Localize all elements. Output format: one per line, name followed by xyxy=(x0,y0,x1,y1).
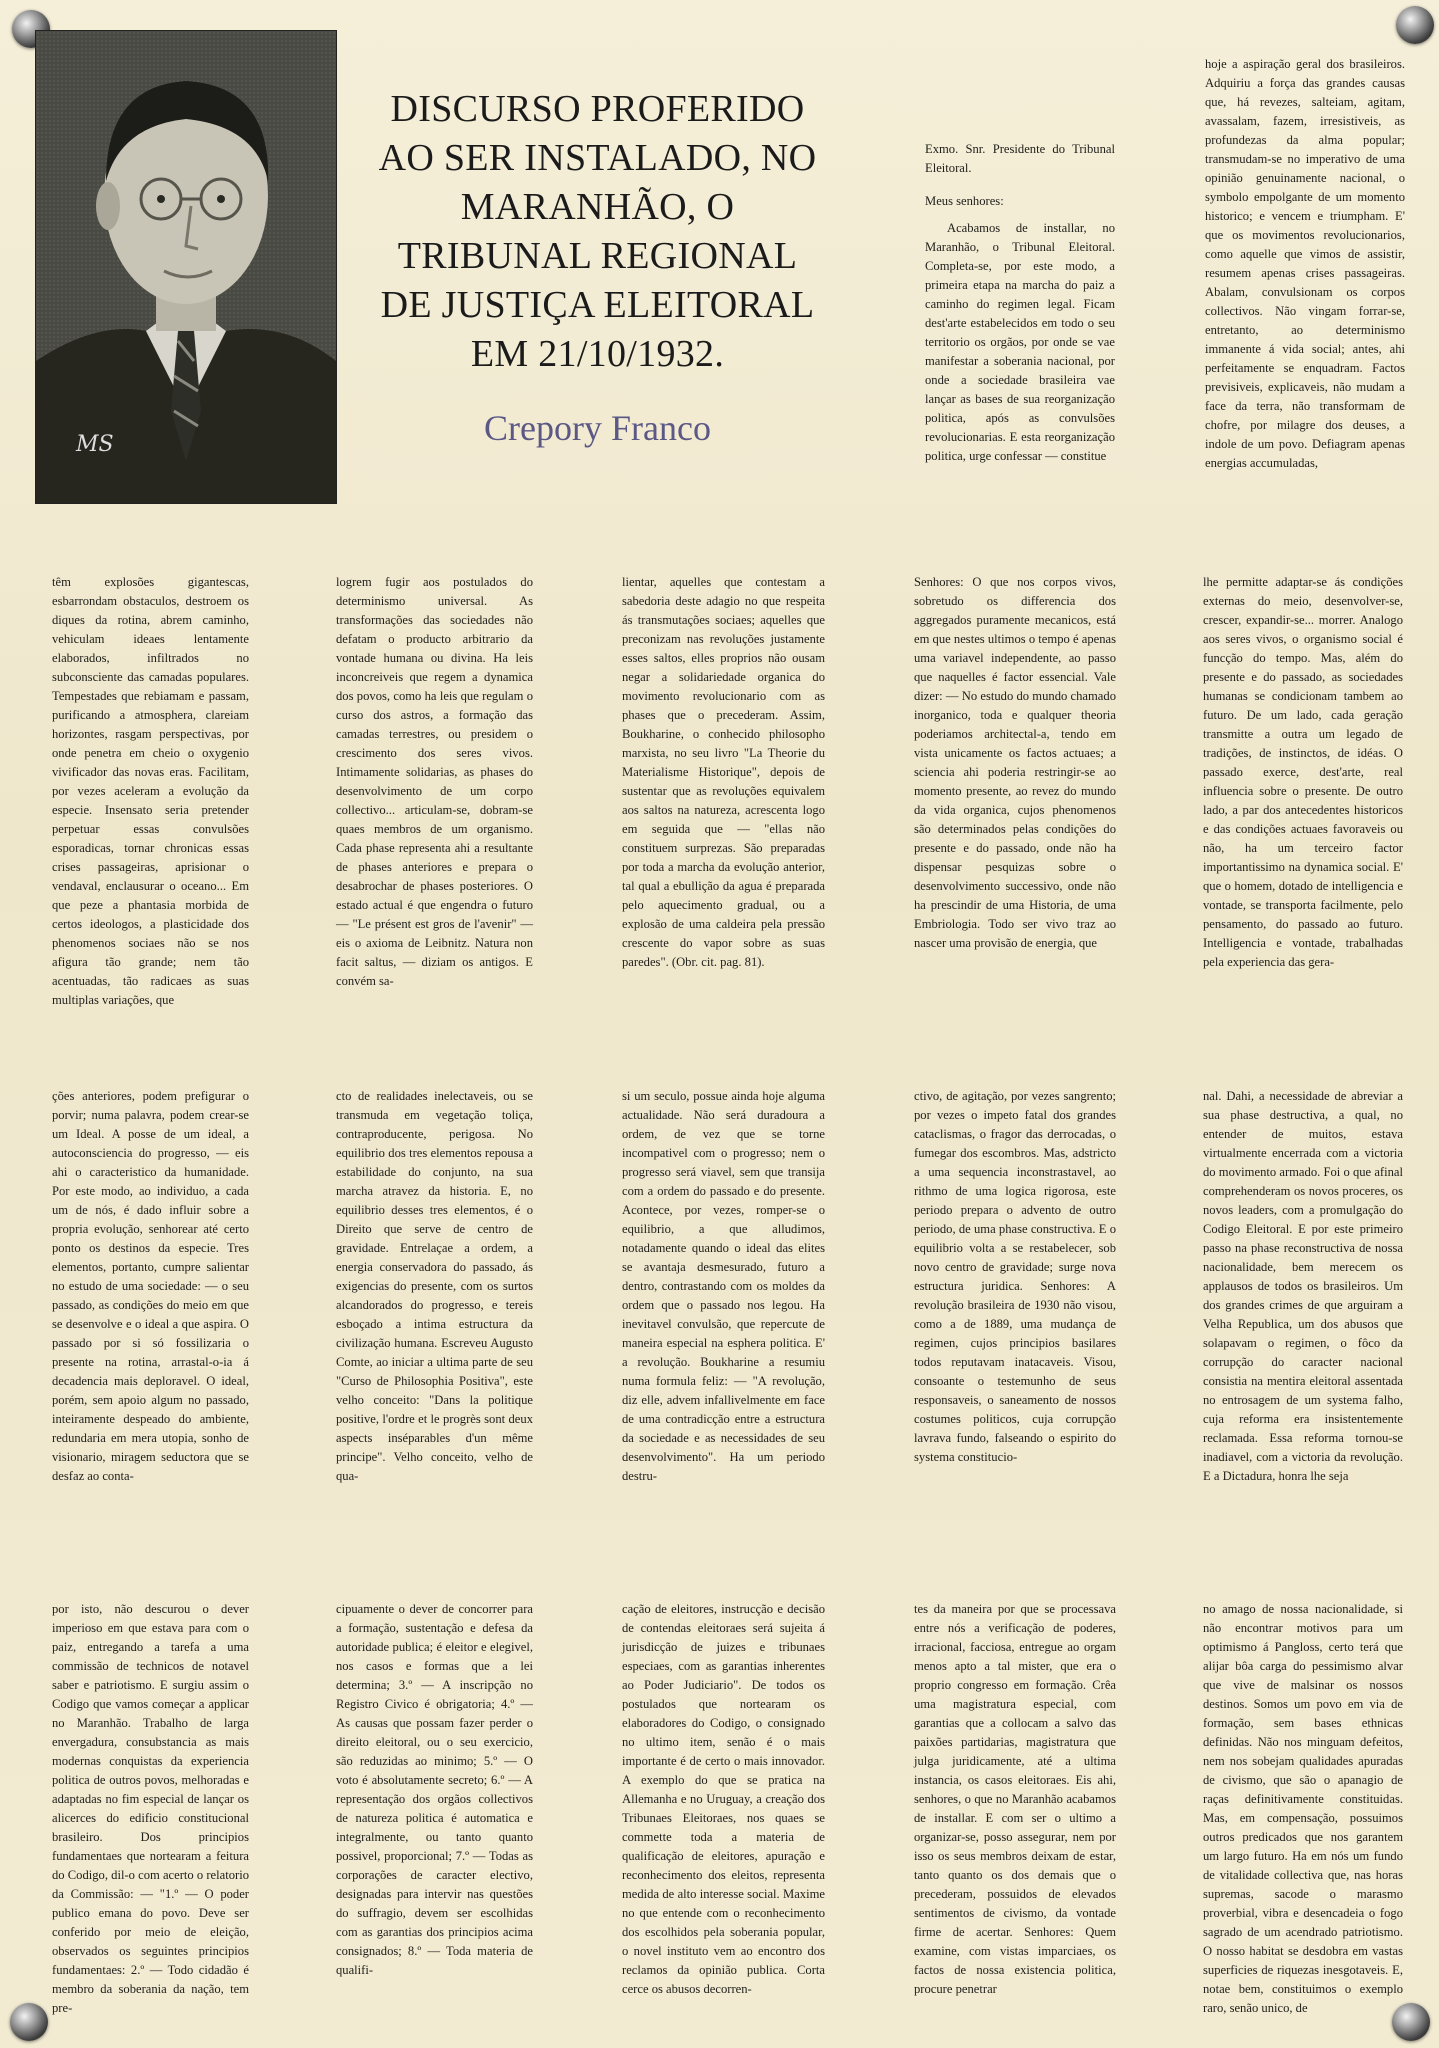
text-column xyxy=(914,573,1116,996)
greeting-line: Meus senhores: xyxy=(925,194,1004,208)
title-block xyxy=(355,85,840,449)
title-line: TRIBUNAL REGIONAL xyxy=(397,235,798,277)
paragraph: cação de eleitores, instrucção e decisão de contendas eleitoraes será sujeita á jurisdicção de juizes e tribunaes especiaes, com as garantias inherentes ao Poder Judiciario". De todos os postulados que nortearam os elaboradores do Codigo, o consignado no ultimo item, senão é o mais importante é de certo o mais innovador. A exemplo do que se pratica na Allemanha e no Uruguay, a creação dos Tribunaes Eleitoraes, nos quaes se commette toda a materia de qualificação de eleitores, apuração e reconhecimento dos eleitos, representa medida de alto interesse social. Maxime no que entende com o reconhecimento dos escolhidos pela soberania popular, o novel instituto vem ao encontro dos reclamos da opinião publica. Corta cerce os abusos decorren- xyxy=(622,1602,825,1996)
paragraph: nal. Dahi, a necessidade de abreviar a sua phase destructiva, a qual, no entender de muitos, estava virtualmente encerrada com a victoria do movimento armado. Foi o que afinal comprehenderam os novos proceres, os novos leaders, com a promulgação do Codigo Eleitoral. E por este primeiro passo na phase reconstructiva de nossa nacionalidade, bem merecem os applausos de todos os brasileiros. Um dos grandes crimes de que arguiram a Velha Republica, um dos abusos que solapavam o regimen, o fôco da corrupção do caracter nacional consistia na mentira eleitoral assentada no entrosagem de um systema falho, cuja reforma era insistentemente reclamada. Essa reforma tornou-se inadiavel, com a victoria da revolução. E a Dictadura, honra lhe seja xyxy=(1203,1089,1403,1483)
paragraph: cipuamente o dever de concorrer para a formação, sustentação e defesa da autoridade publica; é eleitor e elegivel, nos casos e formas que a lei determina; 3.º — A inscripção no Registro Civico é obrigatoria; 4.º — As causas que possam fazer perder o direito eleitoral, ou o seu exercicio, são reduzidas ao minimo; 5.º — O voto é absolutamente secreto; 6.º — A representação dos orgãos collectivos de natureza politica é automatica e integralmente, ou tanto quanto possivel, proporcional; 7.º — Todas as corporações de caracter electivo, designadas para intervir nas questões do suffragio, devem ser escolhidas com as garantias dos principios acima consignados; 8.º — Toda materia de qualifi- xyxy=(336,1602,533,1977)
address-line: Exmo. Snr. Presidente do Tribunal Eleitoral. xyxy=(925,142,1115,175)
paragraph: hoje a aspiração geral dos brasileiros. Adquiriu a força das grandes causas que, há revezes, salteiam, agitam, avassalam, fazem, irresistiveis, as profundezas da alma popular; transmudam-se no imperativo de uma opinião genuinamente nacional, o symbolo empolgante de um momento historico; e vencem e triumpham. E' que os movimentos revolucionarios, como aquelle que vimos de assistir, resumem apenas crises passageiras. Abalam, convulsionam os corpos collectivos. Não vingam forrar-se, entretanto, ao determinismo immanente á vida social; antes, ahi perfeitamente se enquadram. Factos previsiveis, explicaveis, não mudam a face da terra, não transformam de chofre, por milagre dos deuses, a indole de um povo. Defiagram apenas energias accumuladas, xyxy=(1205,57,1405,470)
text-column xyxy=(1203,573,1403,996)
text-column xyxy=(336,573,533,996)
paragraph: lientar, aquelles que contestam a sabedoria deste adagio no que respeita ás transmutações sociaes; aquelles que preconizam nas revoluções justamente esses saltos, elles proprios não ousam negar a solidariedade organica do movimento revolucionario com as phases que o precederam. Assim, Boukharine, o conhecido philosopho marxista, no seu livro "La Theorie du Materialisme Historique", depois de sustentar que as revoluções equivalem aos saltos na natureza, acrescenta logo em seguida que — "ellas não constituem surprezas. São preparadas por toda a marcha da evolução anterior, tal qual a ebullição da agua é preparada pelo aquecimento gradual, ou a explosão de uma caldeira pela pressão crescente do vapor sobre as suas paredes". (Obr. cit. pag. 81). xyxy=(622,575,825,969)
paragraph: no amago de nossa nacionalidade, si não encontrar motivos para um optimismo á Pangloss, certo terá que alijar bôa carga do pessimismo alvar que vive de malsinar os nossos destinos. Somos um povo em via de formação, sem bases ethnicas definidas. Não nos minguam defeitos, nem nos sobejam qualidades apuradas de civismo, que são o apanagio de raças definitivamente constituidas. Mas, em compensação, possuimos outros predicados que nos garantem um largo futuro. Ha em nós um fundo de vitalidade collectiva que, nas horas supremas, sacode o marasmo proverbial, vibra e desencadeia o fogo sagrado de um acendrado patriotismo. O nosso habitat se desdobra em vastas superficies de riquezas inesgotaveis. E, notae bem, constituimos o exemplo raro, senão unico, de xyxy=(1203,1602,1403,2015)
portrait-illustration xyxy=(36,31,336,503)
text-column xyxy=(52,573,249,1007)
text-column xyxy=(1203,1600,1403,2030)
author-portrait xyxy=(35,30,337,504)
text-column xyxy=(1203,1087,1403,1510)
paragraph: por isto, não descurou o dever imperioso em que estava para com o paiz, entregando a tarefa a uma commissão de technicos de notavel saber e patriotismo. E surgiu assim o Codigo que vamos começar a applicar no Maranhão. Trabalho de larga envergadura, consubstancia as mais modernas conquistas da experiencia politica de outros povos, melhoradas e adaptadas no fim especial de lançar os alicerces do edificio constitucional brasileiro. Dos principios fundamentaes que nortearam a feitura do Codigo, dil-o com acerto o relatorio da Commissão: — "1.º — O poder publico emana do povo. Deve ser conferido por meio de eleição, observados os seguintes principios fundamentaes: 2.º — Todo cidadão é membro da soberania da nação, tem pre- xyxy=(52,1602,249,2015)
paragraph: ctivo, de agitação, por vezes sangrento; por vezes o impeto fatal dos grandes cataclismas, o fragor das derrocadas, o fumegar dos escombros. Mas, adstricto a uma sequencia inconstrastavel, ao rithmo de uma logica rigorosa, este periodo prepara o advento de outro periodo, de uma phase constructiva. E o equilibrio volta a se restabelecer, sob novo centro de gravidade; surge nova estructura juridica. Senhores: A revolução brasileira de 1930 não visou, como a de 1889, uma mudança de regimen, cujos principios basilares todos reputavam inatacaveis. Visou, consoante o testemunho de seus responsaveis, o saneamento de nossos costumes politicos, cuja corrupção lavrava fundo, falseando o espirito do systema constitucio- xyxy=(914,1089,1116,1464)
title-line: MARANHÃO, O xyxy=(460,186,735,228)
paragraph: ções anteriores, podem prefigurar o porvir; numa palavra, podem crear-se um Ideal. A posse de um ideal, a autoconsciencia do progresso, — eis ahi o caracteristico da humanidade. Por este modo, ao individuo, a cada um de nós, é dado influir sobre a propria evolução, senhorear até certo ponto os destinos da especie. Tres elementos, portanto, cumpre salientar no estudo de uma sociedade: — o seu passado, as condições do meio em que se desenvolve e o ideal a que aspira. O passado por si só fossilizaria o presente na rotina, arrastal-o-ia á decadencia mais deploravel. O ideal, porém, sem apoio algum no passado, inteiramente despeado do ambiente, redundaria em mera utopia, sonho de visionario, miragem seductora que se desfaz ao conta- xyxy=(52,1089,249,1483)
paragraph: si um seculo, possue ainda hoje alguma actualidade. Não será duradoura a ordem, de vez que se torne incompativel com o progresso; nem o progresso será viavel, sem que transija com a ordem do passado e do presente. Acontece, por vezes, romper-se o equilibrio, a que alludimos, notadamente quando o ideal das elites se avantaja desmesurado, futuro a dentro, contrastando com os moldes da ordem que o passado nos legou. Ha inevitavel convulsão, que repercute de maneira especial na esphera politica. E' a revolução. Boukharine a resumiu numa formula feliz: — "A revolução, diz elle, advem infallivelmente em face de uma contradicção entre a estructura da sociedade e as necessidades de seu desenvolvimento". Ha um periodo destru- xyxy=(622,1089,825,1483)
title-line: EM 21/10/1932. xyxy=(470,333,725,375)
title-line: DISCURSO PROFERIDO xyxy=(390,88,805,130)
intro-paragraph: Acabamos de installar, no Maranhão, o Tribunal Eleitoral. Completa-se, por este modo, a primeira etapa na marcha do paiz a caminho do regimen legal. Ficam dest'arte estabelecidos em todo o seu territorio os orgãos, por onde se vae manifestar a soberania nacional, por onde a sociedade brasileira vae lançar as bases de sua reorganização politica, após as convulsões revolucionarias. E esta reorganização politica, urge confessar — constitue xyxy=(925,221,1115,463)
paragraph: Senhores: O que nos corpos vivos, sobretudo os differencia dos aggregados puramente mecanicos, está em que nestes ultimos o tempo é apenas uma variavel independente, ao passo que naquelles é factor essencial. Vale dizer: — No estudo do mundo chamado inorganico, toda e qualquer theoria poderiamos architectal-a, tendo em vista unicamente os factos actuaes; a sciencia ahi poderia restringir-se ao momento presente, ao revez do mundo da vida organica, cujos phenomenos são determinados pelas condições do presente e do passado, onde não ha dispensar pesquizas sobre o desenvolvimento successivo, onde não ha prescindir de uma Historia, de uma Embriologia. Todo ser vivo traz ao nascer uma provisão de energia, que xyxy=(914,575,1116,950)
text-column xyxy=(622,573,825,996)
top-right-column xyxy=(1205,55,1405,470)
paragraph: logrem fugir aos postulados do determinismo universal. As transformações das sociedades não defatam o producto arbitrario da vontade humana ou divina. Ha leis inconcreiveis que regem a dynamica dos povos, como ha leis que regulam o curso dos astros, a formação das camadas terrestres, ou presidem o crescimento dos seres vivos. Intimamente solidarias, as phases do desenvolvimento de um corpo collectivo... articulam-se, dobram-se quaes membros de um organismo. Cada phase representa ahi a resultante de phases anteriores e prepara o desabrochar de phases posteriores. O estado actual é que engendra o futuro — "Le présent est gros de l'avenir" — eis o axioma de Leibnitz. Natura non facit saltus, — diziam os antigos. E convém sa- xyxy=(336,575,533,988)
paragraph: têm explosões gigantescas, esbarrondam obstaculos, destroem os diques da rotina, abrem caminho, vehiculam ideaes lentamente elaborados, infiltrados no subconsciente das camadas populares. Tempestades que rebiamam e passam, purificando a atmosphera, clareiam horizontes, rasgam perspectivas, por onde penetra em cheio o oxygenio vivificador das novas eras. Facilitam, por vezes aceleram a evolução da especie. Insensato seria pretender perpetuar essas convulsões esporadicas, tornar chronicas essas crises passageiras, aprisionar o vendaval, enclausurar o oceano... Em que peze a phantasia morbida de certos ideologos, a plasticidade dos phenomenos sociaes não se nos afigura tão grande; nem tão acentuadas, tão radicaes as suas multiplas variações, que xyxy=(52,575,249,1007)
screw-icon xyxy=(10,2003,48,2041)
text-column xyxy=(52,1087,249,1510)
text-column xyxy=(914,1600,1116,2030)
speech-title xyxy=(355,85,840,379)
intro-column xyxy=(925,140,1115,465)
author-name: Crepory Franco xyxy=(484,408,711,448)
svg-text:MS: MS xyxy=(76,432,114,457)
text-column xyxy=(914,1087,1116,1510)
text-column xyxy=(52,1600,249,2030)
paragraph: tes da maneira por que se processava entre nós a verificação de poderes, irracional, facciosa, entregue ao orgam menos apto a tal mister, que era o proprio congresso em formação. Crêa uma magistratura especial, com garantias que a collocam a salvo das paixões partidarias, magistratura que julga juridicamente, até a ultima instancia, os casos eleitoraes. Eis ahi, senhores, o que no Maranhão acabamos de installar. E com ser o ultimo a organizar-se, posso assegurar, nem por isso os seus membros deixam de estar, tanto quanto os dos demais que o precederam, possuidos de elevados sentimentos de civismo, da vontade firme de acertar. Senhores: Quem examine, com vistas imparciaes, os factos de nossa existencia politica, procure penetrar xyxy=(914,1602,1116,1996)
text-column xyxy=(336,1600,533,2030)
paragraph: lhe permitte adaptar-se ás condições externas do meio, desenvolver-se, crescer, expandir-se... morrer. Analogo aos seres vivos, o organismo social é funcção do tempo. Mas, além do presente e do passado, as sociedades humanas se condicionam tambem ao futuro. De um lado, cada geração transmitte a outra um legado de tradições, de instinctos, de idéas. O passado exerce, dest'arte, real influencia sobre o presente. De outro lado, a par dos antecedentes historicos e das condições actuaes favoraveis ou não, ha um terceiro factor importantissimo na dynamica social. E' que o homem, dotado de intelligencia e vontade, se transporta facilmente, pelo pensamento, do passado ao futuro. Intelligencia e vontade, trabalhadas pela experiencia das gera- xyxy=(1203,575,1403,969)
text-column xyxy=(336,1087,533,1510)
text-column xyxy=(622,1087,825,1510)
paragraph: cto de realidades inelectaveis, ou se transmuda em vegetação toliça, contraproducente, perigosa. No equilibrio dos tres elementos repousa a estabilidade do conjunto, na sua marcha atravez da historia. E, no equilibrio desses tres elementos, é o Direito que serve de centro de gravidade. Entrelaçae a ordem, a energia conservadora do passado, ás exigencias do presente, com os surtos alcandorados do progresso, e tereis esboçado a intima estructura da civilização humana. Escreveu Augusto Comte, ao iniciar a ultima parte de seu "Curso de Philosophia Positiva", este velho conceito: "Dans la politique positive, l'ordre et le progrès sont deux aspects inséparables d'un même principe". Velho conceito, velho de qua- xyxy=(336,1089,533,1483)
title-line: AO SER INSTALADO, NO xyxy=(378,137,817,179)
screw-icon xyxy=(1396,6,1434,44)
title-line: DE JUSTIÇA ELEITORAL xyxy=(380,284,815,326)
text-column xyxy=(622,1600,825,2030)
